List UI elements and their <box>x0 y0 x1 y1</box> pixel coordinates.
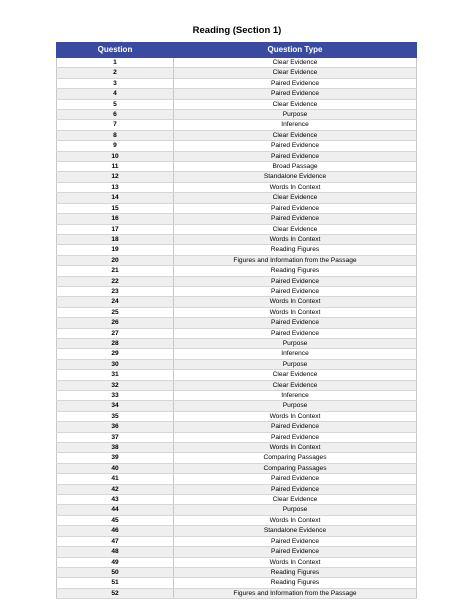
table-row <box>57 224 417 234</box>
question-type-cell: Words In Context <box>174 234 417 244</box>
table-row <box>57 505 417 515</box>
question-type-cell: Figures and Information from the Passage <box>174 588 417 598</box>
question-type-cell: Paired Evidence <box>174 547 417 557</box>
question-type-cell: Paired Evidence <box>174 214 417 224</box>
table-row <box>57 99 417 109</box>
question-type-cell: Paired Evidence <box>174 276 417 286</box>
question-number-cell: 12 <box>57 172 174 182</box>
question-number-cell: 35 <box>57 411 174 421</box>
table-row <box>57 245 417 255</box>
question-type-cell: Paired Evidence <box>174 484 417 494</box>
question-type-cell: Paired Evidence <box>174 203 417 213</box>
table-row <box>57 276 417 286</box>
question-type-cell: Inference <box>174 349 417 359</box>
question-number-cell: 33 <box>57 391 174 401</box>
table-row <box>57 328 417 338</box>
question-type-table <box>56 42 417 599</box>
table-row <box>57 432 417 442</box>
question-number-cell: 39 <box>57 453 174 463</box>
table-row <box>57 411 417 421</box>
question-type-cell: Paired Evidence <box>174 318 417 328</box>
question-number-cell: 45 <box>57 515 174 525</box>
question-type-cell: Words In Context <box>174 557 417 567</box>
question-type-cell: Comparing Passages <box>174 453 417 463</box>
table-body <box>57 58 417 599</box>
question-type-cell: Clear Evidence <box>174 130 417 140</box>
question-number-cell: 17 <box>57 224 174 234</box>
column-header-question-type: Question Type <box>174 43 417 58</box>
question-type-cell: Standalone Evidence <box>174 172 417 182</box>
table-row <box>57 68 417 78</box>
table-row <box>57 359 417 369</box>
question-number-cell: 18 <box>57 234 174 244</box>
question-number-cell: 2 <box>57 68 174 78</box>
table-row <box>57 58 417 68</box>
question-type-cell: Paired Evidence <box>174 78 417 88</box>
table-row <box>57 567 417 577</box>
question-number-cell: 46 <box>57 526 174 536</box>
question-type-cell: Reading Figures <box>174 578 417 588</box>
question-type-cell: Purpose <box>174 110 417 120</box>
question-number-cell: 34 <box>57 401 174 411</box>
table-row <box>57 89 417 99</box>
question-number-cell: 11 <box>57 162 174 172</box>
question-number-cell: 6 <box>57 110 174 120</box>
question-number-cell: 32 <box>57 380 174 390</box>
table-row <box>57 484 417 494</box>
question-number-cell: 10 <box>57 151 174 161</box>
question-number-cell: 51 <box>57 578 174 588</box>
table-row <box>57 443 417 453</box>
table-row <box>57 266 417 276</box>
question-type-cell: Clear Evidence <box>174 68 417 78</box>
question-number-cell: 25 <box>57 307 174 317</box>
question-number-cell: 4 <box>57 89 174 99</box>
table-row <box>57 255 417 265</box>
question-type-cell: Inference <box>174 120 417 130</box>
question-type-cell: Paired Evidence <box>174 89 417 99</box>
table-row <box>57 401 417 411</box>
table-row <box>57 463 417 473</box>
column-header-question: Question <box>57 43 174 58</box>
question-type-cell: Words In Context <box>174 297 417 307</box>
question-number-cell: 50 <box>57 567 174 577</box>
question-type-cell: Paired Evidence <box>174 536 417 546</box>
question-number-cell: 22 <box>57 276 174 286</box>
table-row <box>57 130 417 140</box>
question-number-cell: 8 <box>57 130 174 140</box>
question-type-cell: Purpose <box>174 338 417 348</box>
question-number-cell: 27 <box>57 328 174 338</box>
question-number-cell: 38 <box>57 443 174 453</box>
table-row <box>57 536 417 546</box>
question-type-cell: Purpose <box>174 505 417 515</box>
question-type-cell: Purpose <box>174 401 417 411</box>
table-row <box>57 172 417 182</box>
question-number-cell: 23 <box>57 286 174 296</box>
question-type-cell: Broad Passage <box>174 162 417 172</box>
question-number-cell: 14 <box>57 193 174 203</box>
table-row <box>57 453 417 463</box>
table-row <box>57 578 417 588</box>
question-number-cell: 49 <box>57 557 174 567</box>
question-number-cell: 44 <box>57 505 174 515</box>
table-row <box>57 422 417 432</box>
table-row <box>57 203 417 213</box>
question-type-cell: Clear Evidence <box>174 370 417 380</box>
table-row <box>57 318 417 328</box>
table-row <box>57 547 417 557</box>
question-number-cell: 24 <box>57 297 174 307</box>
question-type-cell: Words In Context <box>174 443 417 453</box>
question-type-cell: Clear Evidence <box>174 193 417 203</box>
question-type-cell: Words In Context <box>174 307 417 317</box>
question-number-cell: 1 <box>57 58 174 68</box>
table-row <box>57 297 417 307</box>
table-row <box>57 526 417 536</box>
question-number-cell: 31 <box>57 370 174 380</box>
question-type-cell: Clear Evidence <box>174 380 417 390</box>
table-row <box>57 214 417 224</box>
question-number-cell: 47 <box>57 536 174 546</box>
question-number-cell: 37 <box>57 432 174 442</box>
question-type-cell: Paired Evidence <box>174 328 417 338</box>
question-number-cell: 7 <box>57 120 174 130</box>
table-row <box>57 474 417 484</box>
question-number-cell: 3 <box>57 78 174 88</box>
question-number-cell: 48 <box>57 547 174 557</box>
table-row <box>57 286 417 296</box>
question-number-cell: 20 <box>57 255 174 265</box>
table-row <box>57 349 417 359</box>
table-row <box>57 162 417 172</box>
question-type-cell: Paired Evidence <box>174 474 417 484</box>
question-number-cell: 9 <box>57 141 174 151</box>
question-number-cell: 28 <box>57 338 174 348</box>
table-row <box>57 338 417 348</box>
question-type-cell: Standalone Evidence <box>174 526 417 536</box>
question-type-cell: Words In Context <box>174 515 417 525</box>
table-row <box>57 380 417 390</box>
question-number-cell: 40 <box>57 463 174 473</box>
question-number-cell: 15 <box>57 203 174 213</box>
question-type-cell: Reading Figures <box>174 245 417 255</box>
question-type-cell: Paired Evidence <box>174 422 417 432</box>
question-number-cell: 30 <box>57 359 174 369</box>
question-type-cell: Clear Evidence <box>174 99 417 109</box>
question-type-cell: Paired Evidence <box>174 141 417 151</box>
question-type-cell: Paired Evidence <box>174 151 417 161</box>
table-row <box>57 495 417 505</box>
table-row <box>57 391 417 401</box>
question-number-cell: 29 <box>57 349 174 359</box>
table-row <box>57 307 417 317</box>
table-header-row <box>57 43 417 58</box>
question-number-cell: 21 <box>57 266 174 276</box>
table-row <box>57 151 417 161</box>
table-row <box>57 78 417 88</box>
question-type-cell: Reading Figures <box>174 266 417 276</box>
question-type-cell: Purpose <box>174 359 417 369</box>
question-type-cell: Figures and Information from the Passage <box>174 255 417 265</box>
table-row <box>57 120 417 130</box>
table-row <box>57 370 417 380</box>
table-row <box>57 234 417 244</box>
question-number-cell: 42 <box>57 484 174 494</box>
question-number-cell: 43 <box>57 495 174 505</box>
table-row <box>57 110 417 120</box>
question-number-cell: 13 <box>57 182 174 192</box>
table-row <box>57 557 417 567</box>
question-type-cell: Clear Evidence <box>174 224 417 234</box>
question-type-cell: Reading Figures <box>174 567 417 577</box>
question-type-cell: Clear Evidence <box>174 495 417 505</box>
table-row <box>57 193 417 203</box>
question-number-cell: 36 <box>57 422 174 432</box>
table-row <box>57 141 417 151</box>
question-number-cell: 41 <box>57 474 174 484</box>
question-number-cell: 52 <box>57 588 174 598</box>
question-number-cell: 19 <box>57 245 174 255</box>
question-type-cell: Paired Evidence <box>174 432 417 442</box>
page-title: Reading (Section 1) <box>192 25 282 36</box>
question-type-cell: Words In Context <box>174 182 417 192</box>
table-row <box>57 515 417 525</box>
question-type-cell: Comparing Passages <box>174 463 417 473</box>
question-type-cell: Words In Context <box>174 411 417 421</box>
question-type-cell: Inference <box>174 391 417 401</box>
question-type-cell: Paired Evidence <box>174 286 417 296</box>
table-row <box>57 182 417 192</box>
table-row <box>57 588 417 598</box>
question-type-cell: Clear Evidence <box>174 58 417 68</box>
question-number-cell: 16 <box>57 214 174 224</box>
question-number-cell: 26 <box>57 318 174 328</box>
question-number-cell: 5 <box>57 99 174 109</box>
